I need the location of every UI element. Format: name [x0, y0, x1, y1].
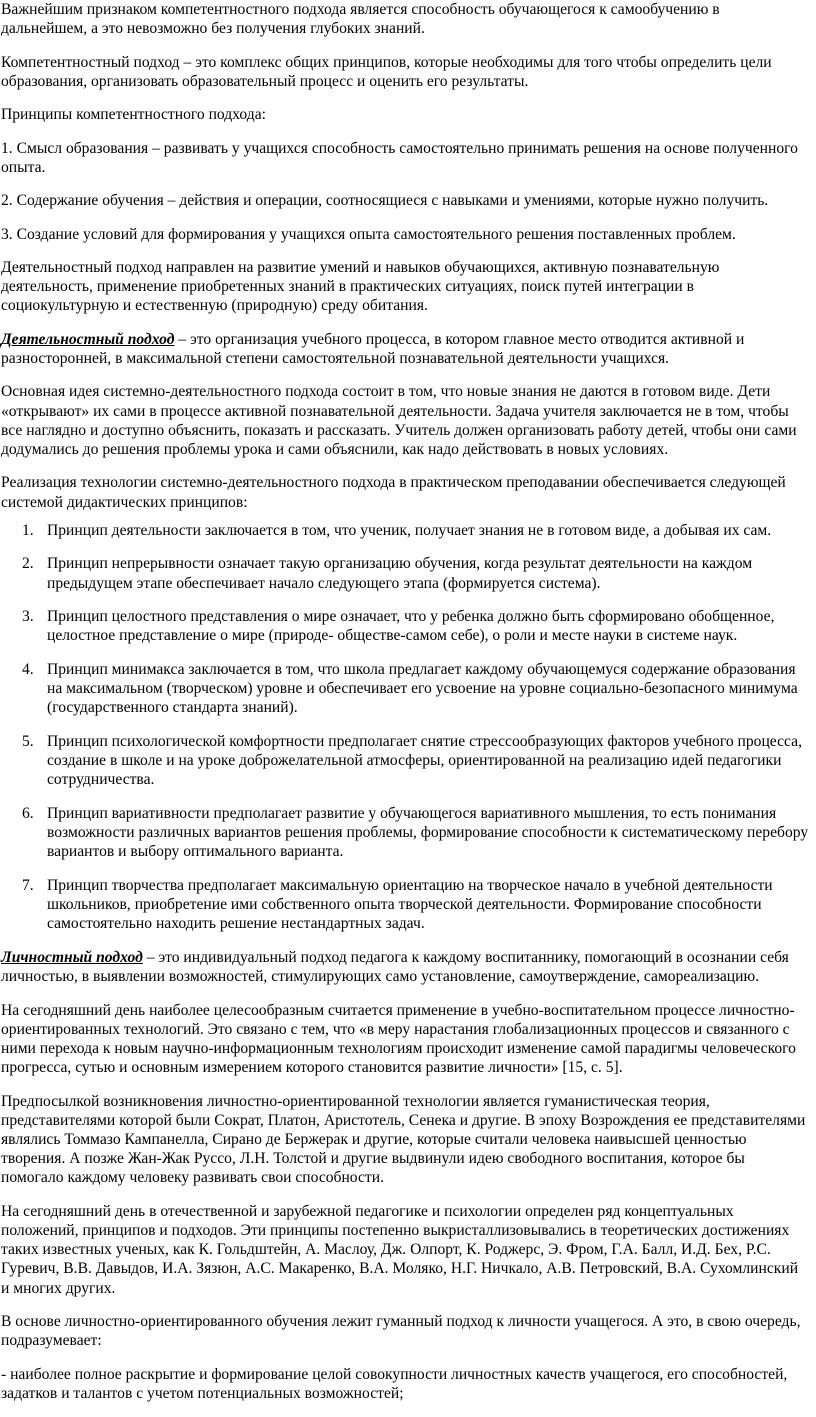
paragraph-concepts-scholars: На сегодняшний день в отечественной и зарубежной педагогике и психологии определен ряд концептуальных положений, принципов и подходов. Эти принципы постепенно выкристаллизовывались в теоретических достижениях таких известных ученых, как К. Гольдштейн, А. Маслоу, Дж. Олпорт, К. Роджерс, Э. Фром, Г.А. Балл, И.Д. Бех, Р.С. Гуревич, В.В. Давыдов, И.А. Зязюн, А.С. Макаренко, В.А. Моляко, Н.Г. Ничкало, А.В. Петровский, В.А. Сухомлинский и многих других.	[1, 1202, 799, 1297]
list-item-number: 5.	[22, 732, 34, 750]
list-item	[1, 607, 809, 645]
document-page	[1, 0, 809, 1417]
paragraph-personal-technologies: На сегодняшний день наиболее целесообразным считается применение в учебно-воспитательном процессе личностно-ориентированных технологий. Это связано с тем, что «в меру нарастания глобализационных процессов и связанного с ними перехода к новым научно-информационным технологиям происходит изменение самой парадигмы человеческого прогресса, сутью и основным измерением которого становится развитие личности» [15, с. 5].	[1, 1001, 796, 1077]
list-item-number: 7.	[22, 876, 34, 894]
term-activity-approach: Деятельностный подход	[1, 330, 175, 348]
list-item-number: 2.	[22, 555, 34, 573]
paragraph-didactic-principles-intro: Реализация технологии системно-деятельностного подхода в практическом преподавании обеспечивается следующей системой дидактических принципов:	[1, 474, 786, 511]
paragraph-activity-approach: Деятельностный подход направлен на развитие умений и навыков обучающихся, активную познавательную деятельность, применение приобретенных знаний в практических ситуациях, поиск путей интеграции в социокультурную и естественную (природную) среду обитания.	[1, 258, 720, 315]
paragraph-competence-definition: Компетентностный подход – это комплекс общих принципов, которые необходимы для того чтобы определить цели образования, организовать образовательный процесс и оценить его результаты.	[1, 53, 772, 90]
list-item	[1, 521, 809, 540]
list-item	[1, 732, 809, 790]
didactic-principles-list	[1, 521, 809, 934]
list-item-number: 4.	[22, 660, 34, 678]
term-personal-approach: Личностный подход	[1, 948, 143, 966]
list-item-text: Принцип непрерывности означает такую организацию обучения, когда результат деятельности на каждом предыдущем этапе обеспечивает начало следующего этапа (формируется система).	[47, 555, 753, 592]
paragraph-competence-sign: Важнейшим признаком компетентностного подхода является способность обучающегося к самообучению в дальнейшем, а это невозможно без получения глубоких знаний.	[1, 1, 720, 38]
personal-approach-text: – это индивидуальный подход педагога к каждому воспитаннику, помогающий в осознании себя личностью, в выявлении возможностей, стимулирующих само установление, самоутверждение, самореализацию.	[1, 948, 789, 986]
list-item-text: Принцип творчества предполагает максимальную ориентацию на творческое начало в учебной деятельности школьников, приобретение ими собственного опыта творческой деятельности. Формирование способности самостоятельно находить решение нестандартных задач.	[47, 876, 773, 933]
list-item-text: Принцип вариативности предполагает развитие у обучающегося вариативного мышления, то есть понимания возможности различных вариантов решения проблемы, формирование способности к систематическому перебору вариантов и выбору оптимального варианта.	[47, 804, 809, 861]
list-item	[1, 660, 809, 718]
paragraph-system-activity-idea: Основная идея системно-деятельностного подхода состоит в том, что новые знания не даются в готовом виде. Дети «открывают» их сами в процессе активной познавательной деятельности. Задача учителя заключается не в том, чтобы все наглядно и доступно объяснить, показать и рассказать. Учитель должен организовать работу детей, чтобы они сами додумались до решения проблемы урока и сами объяснили, как надо действовать в новых условиях.	[1, 383, 797, 458]
list-item-text: Принцип минимакса заключается в том, что школа предлагает каждому обучающемуся содержание образования на максимальном (творческом) уровне и обеспечивает его усвоение на уровне социально-безопасного минимума (государственного стандарта знаний).	[47, 660, 798, 717]
paragraph-principle-1: 1. Смысл образования – развивать у учащихся способность самостоятельно принимать решения на основе полученного опыта.	[1, 139, 798, 176]
paragraph-activity-definition	[1, 330, 809, 368]
list-item-number: 1.	[22, 521, 34, 539]
paragraph-humane-approach: В основе личностно-ориентированного обучения лежит гуманный подход к личности учащегося. А это, в свою очередь, подразумевает:	[1, 1312, 801, 1350]
list-item-text: Принцип психологической комфортности предполагает снятие стрессообразующих факторов учебного процесса, создание в школе и на уроке доброжелательной атмосферы, ориентированной на реализацию идей педагогики сотрудничества.	[47, 732, 802, 789]
list-item-text: Принцип деятельности заключается в том, что ученик, получает знания не в готовом виде, а добывая их сам.	[47, 521, 772, 539]
list-item	[1, 554, 809, 592]
paragraph-principle-3: 3. Создание условий для формирования у учащихся опыта самостоятельного решения поставленных проблем.	[1, 225, 736, 243]
paragraph-personal-approach	[1, 948, 809, 986]
paragraph-humanistic-theory: Предпосылкой возникновения личностно-ориентированной технологии является гуманистическая теория, представителями которой были Сократ, Платон, Аристотель, Сенека и другие. В эпоху Возрождения ее представителями являлись Томмазо Кампанелла, Сирано де Бержерак и другие, которые считали человека наивысшей ценностью творения. А позже Жан-Жак Руссо, Л.Н. Толстой и другие выдвинули идею свободного воспитания, которое бы помогало каждому человеку развивать свои способности.	[1, 1092, 806, 1187]
list-item	[1, 804, 809, 862]
paragraph-full-development: - наиболее полное раскрытие и формирование целой совокупности личностных качеств учащегося, его способностей, задатков и талантов с учетом потенциальных возможностей;	[1, 1365, 788, 1402]
list-item-number: 6.	[22, 804, 34, 822]
activity-definition-text: – это организация учебного процесса, в котором главное место отводится активной и разносторонней, в максимальной степени самостоятельной познавательной деятельности учащихся.	[1, 330, 745, 367]
paragraph-principle-2: 2. Содержание обучения – действия и операции, соотносящиеся с навыками и умениями, которые нужно получить.	[1, 192, 769, 210]
paragraph-principles-heading: Принципы компетентностного подхода:	[1, 106, 266, 124]
list-item-text: Принцип целостного представления о мире означает, что у ребенка должно быть сформировано обобщенное, целостное представление о мире (природе- обществе-самом себе), о роли и месте науки в системе наук.	[47, 608, 775, 645]
list-item	[1, 876, 809, 934]
list-item-number: 3.	[22, 608, 34, 626]
